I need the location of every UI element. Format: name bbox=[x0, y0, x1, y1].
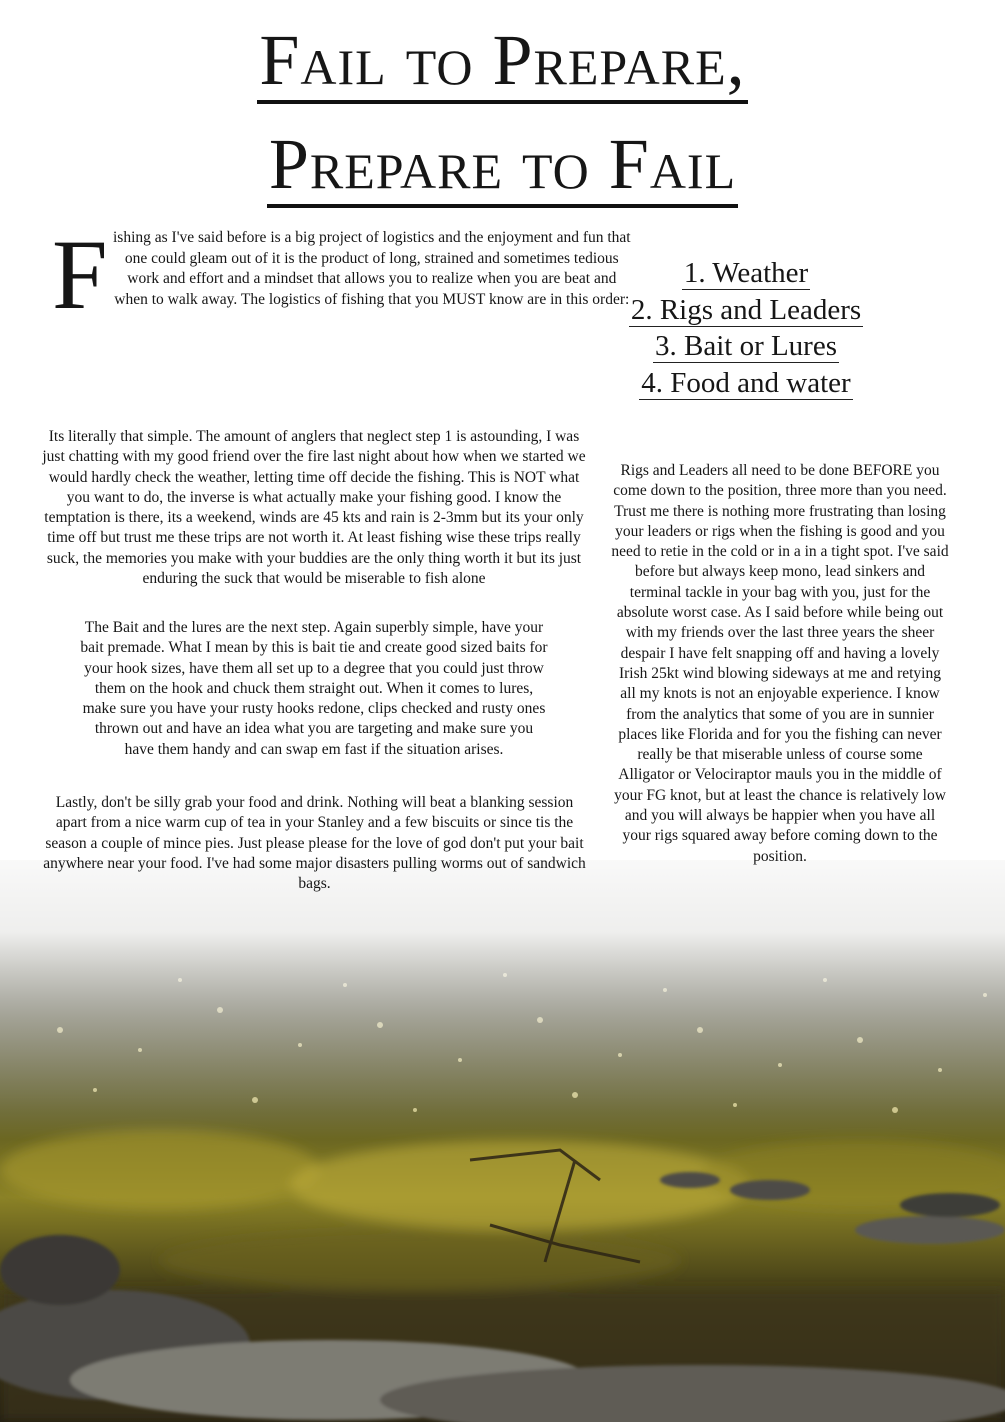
bait-paragraph: The Bait and the lures are the next step. Again superbly simple, have your bait premade. What I mean by this is bait tie and create good sized baits for your hook sizes, have them all set up to a degree that you could just throw them on the hook and chuck them straight out. When it comes to lures, make sure you have your rusty hooks redone, clips checked and rusty ones thrown out and have an idea what you are targeting and make sure you have them handy and can swap em fast if the situation arises. bbox=[80, 619, 548, 758]
list-item-rigs: 2. Rigs and Leaders bbox=[630, 293, 862, 326]
list-item-food: 4. Food and water bbox=[641, 366, 851, 399]
list-item-weather: 1. Weather bbox=[683, 257, 809, 289]
weather-paragraph: Its literally that simple. The amount of anglers that neglect step 1 is astounding, I was just chatting with my good friend over the fire last night about how when we started we would hardly check the weather, letting time off decide the fishing. This is NOT what you want to do, the inverse is what actually make your fishing good. I know the temptation is there, its a weekend, winds are 45 kts and rain is 2-3mm but its your only time off but trust me these trips are not worth it. At least fishing wise these trips really suck, the memories you make with your buddies are the only thing worth it but its just enduring the suck that would be miserable to fish alone bbox=[42, 428, 586, 588]
intro-text: ishing as I've said before is a big project of logistics and the enjoyment and fun that one could gleam out of it is the product of long, strained and sometimes tedious work and effort and a mindset that allows you to realize when you are beat and when to walk away. The logistics of fishing that you MUST know are in this order: bbox=[113, 229, 631, 308]
drop-cap: F bbox=[52, 219, 108, 330]
page-title: Fail to Prepare, bbox=[257, 22, 747, 104]
list-item-bait: 3. Bait or Lures bbox=[654, 330, 837, 362]
food-paragraph: Lastly, don't be silly grab your food and drink. Nothing will beat a blanking session apart from a nice warm cup of tea in your Stanley and a few biscuits or since tis the season a couple of mince pies. Just please please for the love of god don't put your bait anywhere near your food. I've had some major disasters pulling worms out of sandwich bags. bbox=[43, 794, 586, 893]
logistics-order-list bbox=[618, 256, 874, 402]
list-item bbox=[618, 293, 874, 330]
page-subtitle: Prepare to Fail bbox=[267, 126, 738, 208]
list-item bbox=[618, 256, 874, 293]
list-item bbox=[618, 329, 874, 366]
list-item bbox=[618, 366, 874, 403]
page-title-line-1 bbox=[0, 22, 1005, 104]
rigs-paragraph: Rigs and Leaders all need to be done BEFORE you come down to the position, three more than you need. Trust me there is nothing more frustrating than losing your leaders or rigs when the fishing is good and you need to retie in the cold or in a in a tight spot. I've said before but always keep mono, lead sinkers and terminal tackle in your bag with you, just for the absolute worst case. As I said before while being out with my friends over the last three years the sheer despair I have felt snapping off and having a lovely Irish 25kt wind blowing sideways at me and retying all my knots is not an enjoyable experience. I know from the analytics that some of you are in sunnier places like Florida and for you the fishing can never really be that miserable unless of course some Alligator or Velociraptor mauls you in the middle of your FG knot, but at least the chance is relatively low and you will always be happier when you have all your rigs squared away before coming down to the position. bbox=[611, 462, 949, 865]
intro-paragraph bbox=[52, 219, 632, 330]
page-title-line-2 bbox=[0, 126, 1005, 208]
